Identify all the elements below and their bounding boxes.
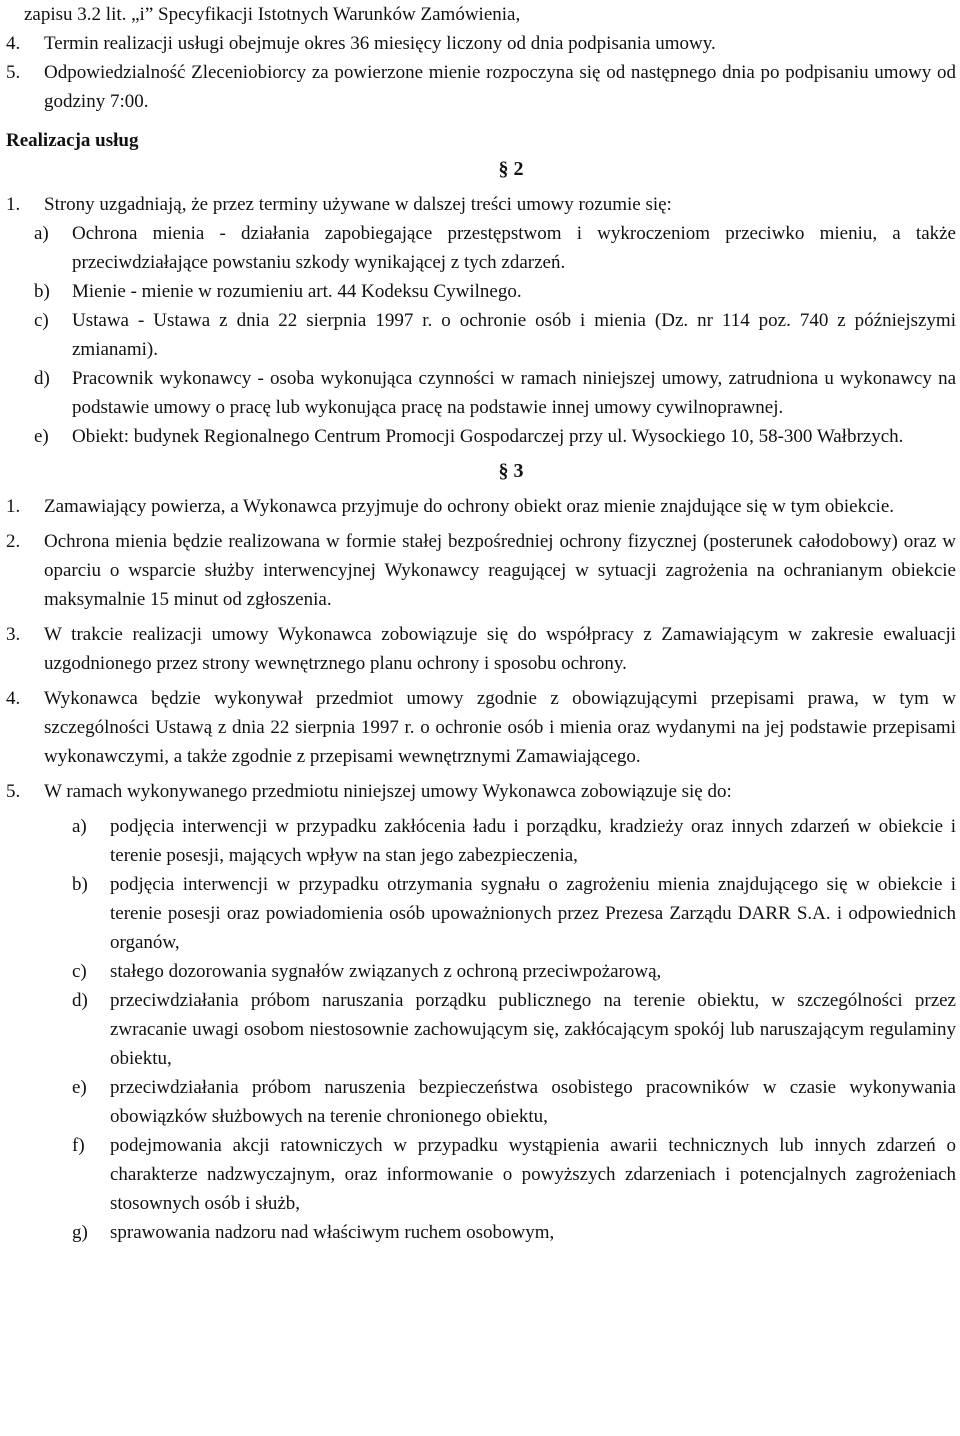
item-text: Obiekt: budynek Regionalnego Centrum Promocji Gospodarczej przy ul. Wysockiego 10, 58-300 Wałbrzych. [72,426,904,447]
item-label: b) [34,281,50,302]
item-text: Mienie - mienie w rozumieniu art. 44 Kodeksu Cywilnego. [72,281,522,302]
definition-item [6,422,956,451]
item-label: b) [72,874,88,895]
definition-item [6,364,956,422]
duties-list [6,812,956,1247]
item-number: 3. [6,624,21,645]
duty-item [6,1218,956,1247]
item-text: podjęcia interwencji w przypadku otrzymania sygnału o zagrożeniu mienia znajdującego się w obiekcie i terenie posesji oraz powiadomienia osób upoważnionych przez Prezesa Zarządu DARR S.A. i odpowiednich organów, [110,874,956,953]
duty-item [6,812,956,870]
item-text: W ramach wykonywanego przedmiotu niniejszej umowy Wykonawca zobowiązuje się do: [44,781,732,802]
s3-item [6,492,956,521]
item-label: d) [34,368,50,389]
item-text: Ustawa - Ustawa z dnia 22 sierpnia 1997 r. o ochronie osób i mienia (Dz. nr 114 poz. 740 z późniejszymi zmianami). [72,310,956,360]
item-number: 5. [6,62,21,83]
item-text: podjęcia interwencji w przypadku zakłócenia ładu i porządku, kradzieży oraz innych zdarzeń w obiekcie i terenie posesji, mających wpływ na stan jego zabezpieczenia, [110,816,956,866]
s3-item [6,684,956,771]
duty-item [6,957,956,986]
item-text: W trakcie realizacji umowy Wykonawca zobowiązuje się do współpracy z Zamawiającym w zakresie ewaluacji uzgodnionego przez strony wewnętrznego planu ochrony i sposobu ochrony. [44,624,956,674]
item-number: 4. [6,688,21,709]
item-text: przeciwdziałania próbom naruszania porządku publicznego na terenie obiektu, w szczególności przez zwracanie uwagi osobom niestosownie zachowującym się, zakłócającym spokój lub naruszającym regulaminy obiektu, [110,990,956,1069]
s2-item [6,190,956,219]
definition-item [6,277,956,306]
item-text: Wykonawca będzie wykonywał przedmiot umowy zgodnie z obowiązującymi przepisami prawa, w tym w szczególności Ustawą z dnia 22 sierpnia 1997 r. o ochronie osób i mienia oraz wydanymi na jej podstawie przepisami wykonawczymi, a także zgodnie z przepisami wewnętrznymi Zamawiającego. [44,688,956,767]
definition-item [6,219,956,277]
item-label: e) [72,1077,87,1098]
duty-item [6,1131,956,1218]
item-label: d) [72,990,88,1011]
item-text: Odpowiedzialność Zleceniobiorcy za powierzone mienie rozpoczyna się od następnego dnia po podpisaniu umowy od godziny 7:00. [44,62,956,112]
item-label: c) [34,310,49,331]
item-text: Pracownik wykonawcy - osoba wykonująca czynności w ramach niniejszej umowy, zatrudniona u wykonawcy na podstawie umowy o pracę lub wykonująca pracę na podstawie innej umowy cywilnoprawnej. [72,368,956,418]
top-item [6,29,956,58]
paragraph-title-3: § 3 [498,460,524,482]
item-number: 4. [6,33,21,54]
item-text: Ochrona mienia - działania zapobiegające przestępstwom i wykroczeniom przeciwko mieniu, a także przeciwdziałające powstaniu szkody wynikającej z tych zdarzeń. [72,223,956,273]
item-label: f) [72,1135,85,1156]
item-text: sprawowania nadzoru nad właściwym ruchem osobowym, [110,1222,555,1243]
item-label: a) [34,223,49,244]
item-text: Strony uzgadniają, że przez terminy używane w dalszej treści umowy rozumie się: [44,194,672,215]
item-text: Termin realizacji usługi obejmuje okres 36 miesięcy liczony od dnia podpisania umowy. [44,33,716,54]
duty-item [6,870,956,957]
s3-item [6,620,956,678]
item-number: 1. [6,194,21,215]
continuation-line: zapisu 3.2 lit. „i” Specyfikacji Istotnych Warunków Zamówienia, [24,4,521,25]
s3-item [6,527,956,614]
item-label: e) [34,426,49,447]
item-number: 2. [6,531,21,552]
top-item [6,58,956,116]
definition-item [6,306,956,364]
item-label: g) [72,1222,88,1243]
item-text: Zamawiający powierza, a Wykonawca przyjmuje do ochrony obiekt oraz mienie znajdujące się w tym obiekcie. [44,496,894,517]
item-number: 5. [6,781,21,802]
section-heading: Realizacja usług [6,130,139,151]
item-text: Ochrona mienia będzie realizowana w formie stałej bezpośredniej ochrony fizycznej (posterunek całodobowy) oraz w oparciu o wsparcie służby interwencyjnej Wykonawcy reagującej w sytuacji zagrożenia na ochranianym obiekcie maksymalnie 15 minut od zgłoszenia. [44,531,956,610]
s3-item [6,777,956,806]
duty-item [6,1073,956,1131]
item-number: 1. [6,496,21,517]
paragraph-title-2: § 2 [498,158,524,180]
item-text: stałego dozorowania sygnałów związanych z ochroną przeciwpożarową, [110,961,662,982]
duty-item [6,986,956,1073]
item-label: c) [72,961,87,982]
item-text: przeciwdziałania próbom naruszenia bezpieczeństwa osobistego pracowników w czasie wykonywania obowiązków służbowych na terenie chronionego obiektu, [110,1077,956,1127]
item-text: podejmowania akcji ratowniczych w przypadku wystąpienia awarii technicznych lub innych zdarzeń o charakterze nadzwyczajnym, oraz informowanie o powyższych zdarzeniach i potencjalnych zagrożeniach stosownych osób i służb, [110,1135,956,1214]
item-label: a) [72,816,87,837]
